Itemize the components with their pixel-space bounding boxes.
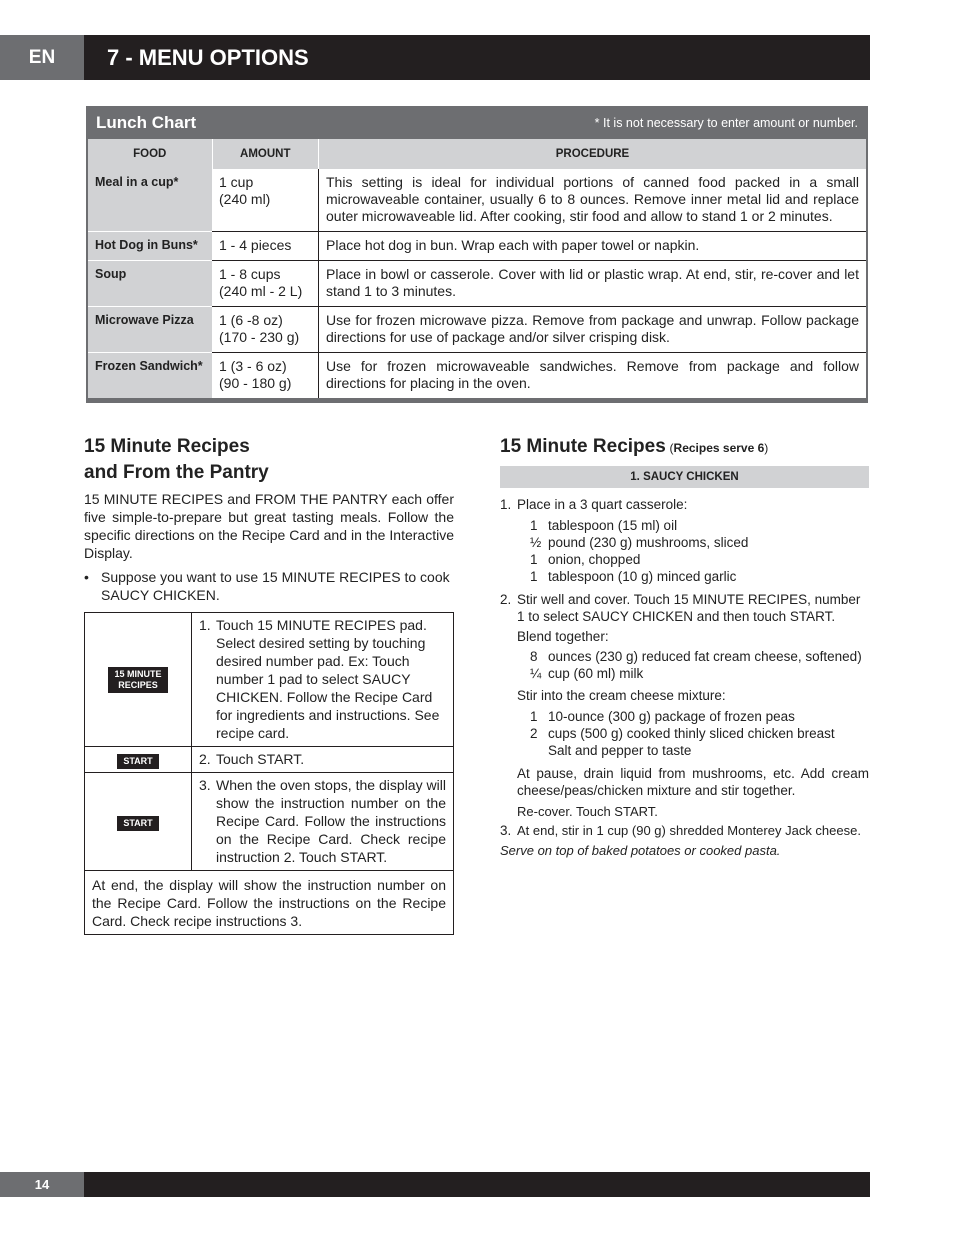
- right-column: [500, 434, 869, 859]
- procedure-cell: Use for frozen microwave pizza. Remove from package and unwrap. Follow package directions for use of package and/or silver crisping disk.: [319, 307, 868, 353]
- food-cell: Frozen Sandwich*: [87, 353, 212, 401]
- ingredient-list: [500, 648, 869, 682]
- heading-line: 15 Minute Recipes: [84, 436, 250, 457]
- lunch-chart-header: [86, 106, 868, 139]
- left-column: [84, 434, 454, 935]
- key-cell: [85, 747, 192, 773]
- recipe-step: [500, 496, 869, 513]
- table-row: [87, 353, 867, 401]
- column-header-procedure: PROCEDURE: [319, 139, 868, 169]
- step-text: Place in a 3 quart casserole:: [517, 497, 688, 512]
- step-text-cell: [192, 747, 454, 773]
- steps-footer: At end, the display will show the instruction number on the Recipe Card. Follow the instructions on the Recipe Card. Check recipe instructions 3.: [85, 871, 454, 935]
- key-label: RECIPES: [118, 679, 158, 690]
- table-row: [87, 261, 867, 307]
- recipe-heading-title: 15 Minute Recipes: [500, 436, 666, 457]
- bullet-marker: •: [84, 569, 89, 585]
- step-text-cell: [192, 613, 454, 747]
- serving-note: Serve on top of baked potatoes or cooked pasta.: [500, 843, 781, 858]
- step-text: Touch 15 MINUTE RECIPES pad. Select desired setting by touching desired number pad. Ex: Touch number 1 pad to select SAUCY CHICKEN. Follow the Recipe Card for ingredients and instructions. See recipe card.: [216, 617, 440, 741]
- amount-line: 1 (3 - 6 oz): [219, 358, 287, 374]
- ingredient-qty: 1: [530, 518, 538, 533]
- food-cell: Soup: [87, 261, 212, 307]
- food-cell: Hot Dog in Buns*: [87, 232, 212, 261]
- ingredient-list: [500, 517, 869, 585]
- ingredient-text: pound (230 g) mushrooms, sliced: [548, 535, 749, 550]
- recover-instruction: Re-cover. Touch START.: [517, 804, 658, 819]
- section-heading: [84, 434, 454, 486]
- procedure-cell: Place hot dog in bun. Wrap each with paper towel or napkin.: [319, 232, 868, 261]
- start-key: START: [117, 816, 158, 831]
- lunch-chart-table: [86, 139, 868, 403]
- page-footer: [0, 1172, 870, 1197]
- heading-line: and From the Pantry: [84, 462, 269, 483]
- procedure-cell: This setting is ideal for individual portions of canned food packed in a small microwaveable container, usually 6 to 8 ounces. Remove inner metal lid and replace outer microwaveable lid. After cooking, stir food and allow to stand 1 or 2 minutes.: [319, 169, 868, 232]
- recipe-heading-note: Recipes serve 6: [673, 441, 765, 455]
- ingredient: [500, 725, 869, 742]
- intro-paragraph: 15 MINUTE RECIPES and FROM THE PANTRY each offer five simple-to-prepare but great tasting meals. Follow the specific directions on the Recipe Card and in the Interactive Display.: [84, 491, 454, 561]
- ingredient-qty: 2: [530, 726, 538, 741]
- amount-cell: [212, 353, 319, 401]
- step-text: When the oven stops, the display will show the instruction number on the Recipe Card. Follow the instructions on the Recipe Card. Check recipe instruction 2. Touch START.: [216, 777, 446, 865]
- steps-table: [84, 612, 454, 935]
- bullet-item: [84, 568, 454, 604]
- lunch-chart-note: * It is not necessary to enter amount or number.: [594, 116, 858, 130]
- column-header-amount: AMOUNT: [212, 139, 319, 169]
- pause-instruction: At pause, drain liquid from mushrooms, etc. Add cream cheese/peas/chicken mixture and stir together.: [517, 766, 869, 798]
- key-label: 15 MINUTE: [114, 668, 162, 679]
- lunch-chart-title: Lunch Chart: [96, 113, 197, 132]
- step-number: 1.: [500, 497, 512, 512]
- recipe-title-bar: 1. SAUCY CHICKEN: [500, 466, 869, 488]
- ingredient-qty: 1: [530, 569, 538, 584]
- lunch-chart: [86, 106, 868, 403]
- page-number: 14: [0, 1172, 84, 1197]
- amount-line: (90 - 180 g): [219, 375, 292, 391]
- step-text: Touch START.: [216, 751, 305, 767]
- start-key: START: [117, 754, 158, 769]
- step-number: 3.: [199, 777, 211, 793]
- step-text-cell: [192, 773, 454, 871]
- amount-line: 1 cup: [219, 174, 254, 190]
- blend-label: Blend together:: [517, 629, 609, 644]
- page-header: [0, 35, 870, 80]
- step-number: 1.: [199, 617, 211, 633]
- language-tab: EN: [0, 35, 84, 80]
- ingredient-qty: 1: [530, 709, 538, 724]
- amount-line: (240 ml): [219, 191, 271, 207]
- ingredient: [500, 665, 869, 682]
- stir-label: Stir into the cream cheese mixture:: [517, 688, 726, 703]
- table-row: [87, 307, 867, 353]
- ingredient: [500, 742, 869, 759]
- ingredient-text: 10-ounce (300 g) package of frozen peas: [548, 709, 795, 724]
- ingredient-qty: 8: [530, 649, 538, 664]
- ingredient-text: Salt and pepper to taste: [548, 743, 692, 758]
- amount-line: 1 - 4 pieces: [219, 237, 292, 253]
- ingredient-text: cups (500 g) cooked thinly sliced chicken breast: [548, 726, 835, 741]
- ingredient: [500, 517, 869, 534]
- step-row: [85, 613, 454, 747]
- ingredient-qty: [530, 742, 548, 759]
- amount-line: (170 - 230 g): [219, 329, 300, 345]
- ingredient: [500, 648, 869, 665]
- recipe-heading: 15 Minute Recipes (Recipes serve 6): [500, 436, 769, 457]
- amount-cell: [212, 232, 319, 261]
- procedure-cell: Place in bowl or casserole. Cover with lid or plastic wrap. At end, stir, re-cover and let stand 1 to 3 minutes.: [319, 261, 868, 307]
- amount-line: (240 ml - 2 L): [219, 283, 303, 299]
- ingredient-text: onion, chopped: [548, 552, 641, 567]
- amount-line: 1 - 8 cups: [219, 266, 281, 282]
- key-cell: [85, 773, 192, 871]
- table-row: [87, 169, 867, 232]
- ingredient-qty: ½: [530, 535, 542, 550]
- step-row: [85, 747, 454, 773]
- step-number: 2.: [500, 592, 512, 607]
- step-row: [85, 773, 454, 871]
- amount-cell: [212, 169, 319, 232]
- ingredient: [500, 568, 869, 585]
- ingredient-qty: ¼: [530, 666, 542, 681]
- amount-cell: [212, 307, 319, 353]
- footer-row: [85, 871, 454, 935]
- ingredient-list: [500, 708, 869, 759]
- 15-minute-recipes-key: [108, 667, 167, 693]
- food-cell: Microwave Pizza: [87, 307, 212, 353]
- recipe-step: [500, 591, 869, 625]
- step-number: 3.: [500, 823, 512, 838]
- recipe-step: [500, 822, 869, 839]
- table-header-row: [87, 139, 867, 169]
- page-title: 7 - MENU OPTIONS: [107, 45, 309, 70]
- bullet-text: Suppose you want to use 15 MINUTE RECIPES to cook SAUCY CHICKEN.: [101, 569, 450, 603]
- ingredient: [500, 708, 869, 725]
- key-cell: [85, 613, 192, 747]
- table-row: [87, 232, 867, 261]
- step-number: 2.: [199, 751, 211, 767]
- ingredient-text: ounces (230 g) reduced fat cream cheese, softened): [548, 649, 862, 664]
- procedure-cell: Use for frozen microwaveable sandwiches. Remove from package and follow directions for placing in the oven.: [326, 358, 859, 391]
- ingredient: [500, 551, 869, 568]
- amount-cell: [212, 261, 319, 307]
- ingredient-text: cup (60 ml) milk: [548, 666, 644, 681]
- ingredient-text: tablespoon (15 ml) oil: [548, 518, 678, 533]
- food-cell: Meal in a cup*: [87, 169, 212, 232]
- amount-line: 1 (6 -8 oz): [219, 312, 283, 328]
- step-text: At end, stir in 1 cup (90 g) shredded Monterey Jack cheese.: [517, 823, 861, 838]
- step-text: Stir well and cover. Touch 15 MINUTE RECIPES, number 1 to select SAUCY CHICKEN and then touch START.: [517, 592, 861, 624]
- ingredient-qty: 1: [530, 552, 538, 567]
- column-header-food: FOOD: [87, 139, 212, 169]
- ingredient-text: tablespoon (10 g) minced garlic: [548, 569, 737, 584]
- ingredient: [500, 534, 869, 551]
